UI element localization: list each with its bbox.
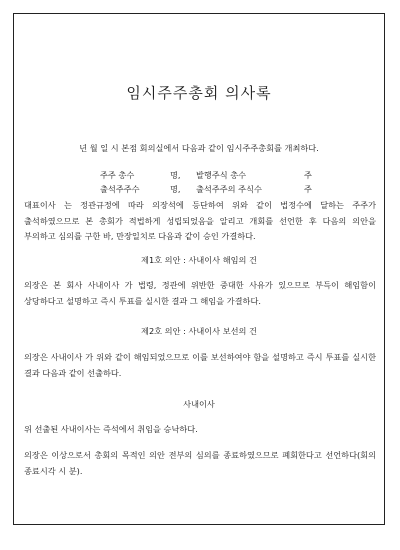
attending-shares-label: 출석주주의 주식수: [196, 184, 262, 194]
attending-unit: 명,: [170, 184, 181, 194]
attending-shares-unit: 주: [304, 184, 312, 194]
opening-paragraph: 대표이사 는 정관규정에 따라 의장석에 등단하여 위와 같이 법정수에 달하는 주주가 출석하였으므로 본 총회가 적법하게 성립되었음을 알리고 개회를 선언한 후 다음의 의안을 부의하고 심의를 구한 바, 만장일치로 다음과 같이 승인 가결하다.: [24, 200, 376, 241]
elected-title: 사내이사: [183, 399, 215, 409]
attending-label: 출석주주수: [100, 184, 140, 194]
issued-shares-label: 발행주식 총수: [196, 170, 247, 180]
agenda2-paragraph: 의장은 사내이사 가 위와 같이 해임되었으므로 이를 보선하여야 함을 설명하고 즉시 투표를 실시한 결과 다음과 같이 선출하다.: [24, 352, 376, 378]
agenda2-heading: 제2호 의안 : 사내이사 보선의 건: [141, 326, 257, 336]
acceptance-line: 위 선출된 사내이사는 즉석에서 취임을 승낙하다.: [24, 424, 198, 434]
issued-shares-unit: 주: [304, 170, 312, 180]
document-page: [13, 13, 385, 525]
agenda1-heading: 제1호 의안 : 사내이사 해임의 건: [141, 255, 257, 265]
agenda1-paragraph: 의장은 본 회사 사내이사 가 법령, 정관에 위반한 중대한 사유가 있으므로 부득이 해임함이 상당하다고 설명하고 즉시 투표를 실시한 결과 그 해임을 가결하다.: [24, 280, 376, 306]
document-title: 임시주주총회 의사록: [126, 84, 272, 102]
closing-paragraph: 의장은 이상으로서 총회의 목적인 의안 전부의 심의를 종료하였으므로 폐회한다고 선언하다(회의 종료시각 시 분).: [24, 450, 376, 476]
meeting-intro: 년 월 일 시 본점 회의실에서 다음과 같이 임시주주총회를 개최하다.: [79, 143, 319, 153]
shareholders-unit: 명,: [170, 170, 181, 180]
shareholders-label: 주주 총수: [100, 170, 135, 180]
